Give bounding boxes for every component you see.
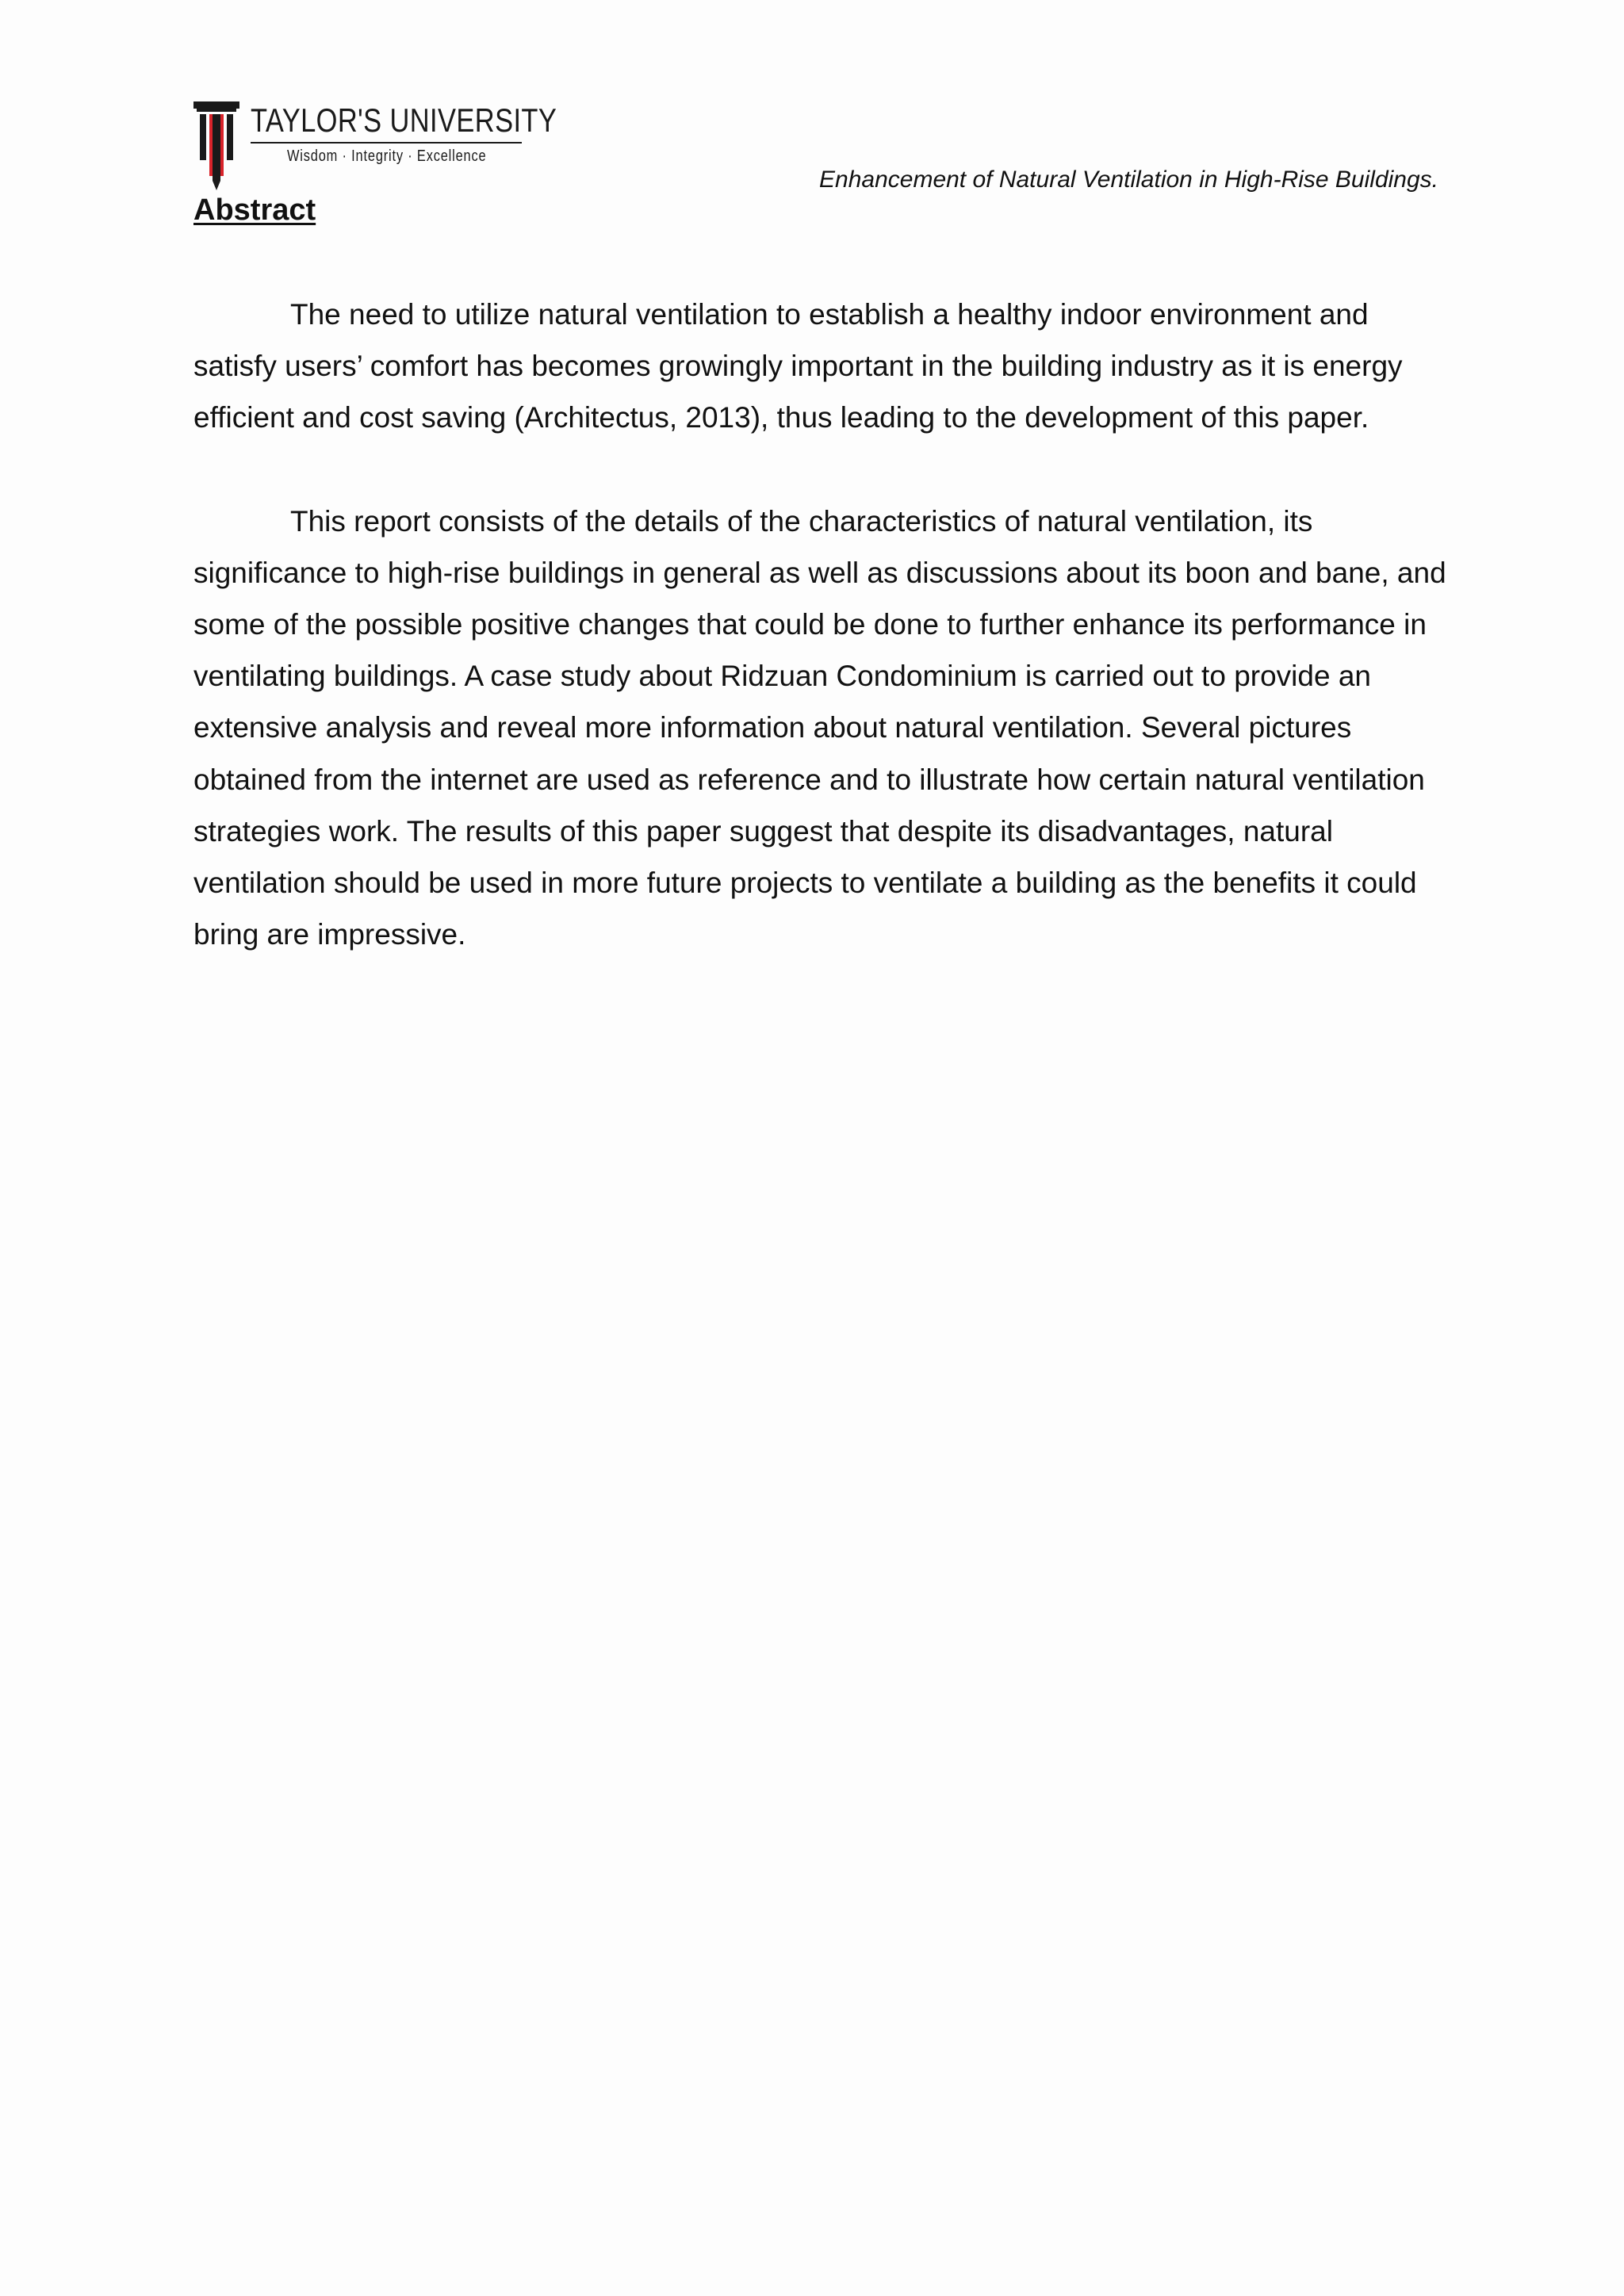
section-heading: Abstract: [193, 193, 316, 227]
abstract-paragraph-2: This report consists of the details of the characteristics of natural ventilation, its significance to high-rise buildings in general as well as discussions about its boon and bane, and some of the possible positive changes that could be done to further enhance its performance in ventilating buildings. A case study about Ridzuan Condominium is carried out to provide an extensive analysis and reveal more information about natural ventilation. Several pictures obtained from the internet are used as reference and to illustrate how certain natural ventilation strategies work. The results of this paper suggest that despite its disadvantages, natural ventilation should be used in more future projects to ventilate a building as the benefits it could bring are impressive.: [193, 504, 1446, 951]
logo-divider: [251, 142, 522, 144]
abstract-body: [193, 289, 1446, 1012]
university-logo: [193, 98, 557, 193]
university-pillar-icon: [193, 101, 239, 190]
abstract-paragraph-1: The need to utilize natural ventilation to establish a healthy indoor environment and satisfy users’ comfort has becomes growingly important in the building industry as it is energy efficient and cost saving (Architectus, 2013), thus leading to the development of this paper.: [193, 298, 1403, 434]
logo-wordmark: TAYLOR'S UNIVERSITY: [251, 101, 557, 139]
running-header-title: Enhancement of Natural Ventilation in High-Rise Buildings.: [819, 166, 1438, 193]
logo-tagline: Wisdom · Integrity · Excellence: [287, 147, 487, 165]
